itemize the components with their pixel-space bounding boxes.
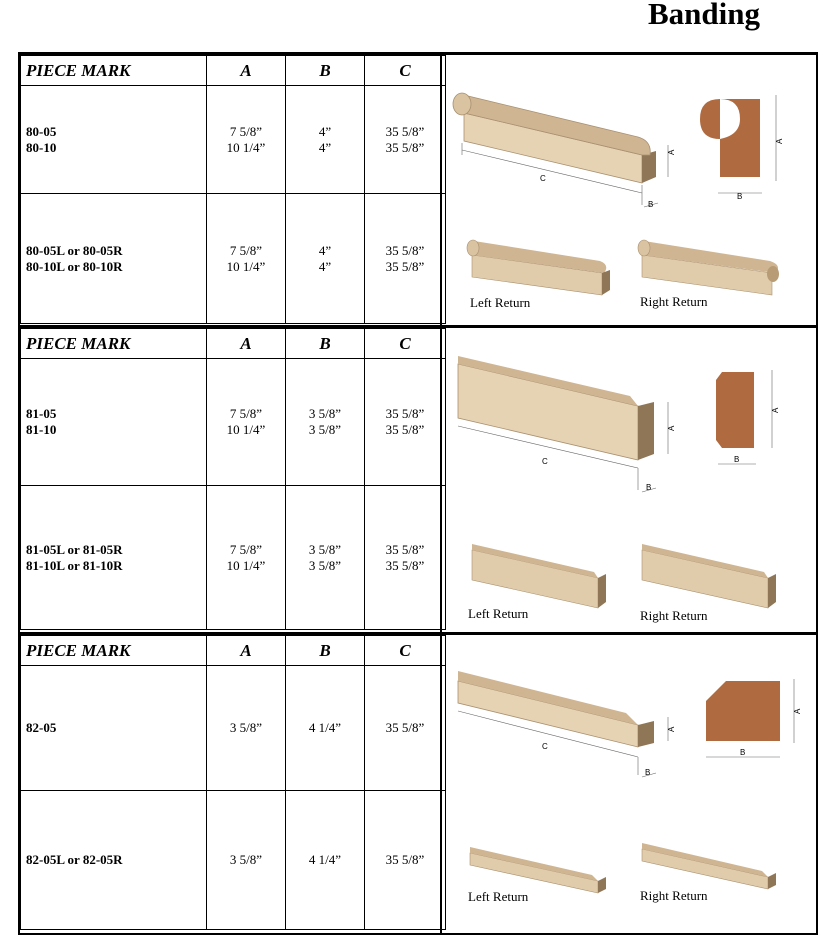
piece-mark-cell <box>21 194 207 324</box>
table-row <box>21 666 446 791</box>
header-b: B <box>286 636 365 666</box>
piece-mark: 81-05L or 81-05R <box>26 541 123 557</box>
right-return-render <box>642 544 776 608</box>
spec-table <box>20 55 446 324</box>
left-return-label: Left Return <box>470 295 531 310</box>
header-c: C <box>365 329 446 359</box>
dim-b-label: B <box>648 200 654 209</box>
dim-c-cell <box>365 86 446 194</box>
dim-b-value: 4” <box>318 139 332 155</box>
profile-section-render <box>716 370 772 464</box>
dim-a-cell <box>207 194 286 324</box>
main-piece-render <box>458 671 668 777</box>
dim-b-cell <box>286 666 365 791</box>
table-row <box>21 486 446 630</box>
dim-b-value: 4 1/4” <box>308 720 342 735</box>
profile-dim-b-label: B <box>740 748 746 757</box>
right-return-label: Right Return <box>640 294 708 309</box>
piece-mark-cell <box>21 791 207 930</box>
banding-section-81 <box>18 325 818 634</box>
dim-c-value: 35 5/8” <box>385 557 425 573</box>
dim-a-cell <box>207 359 286 486</box>
dim-c-value: 35 5/8” <box>385 852 425 867</box>
header-piece-mark: PIECE MARK <box>21 636 207 666</box>
piece-mark-cell <box>21 666 207 791</box>
dim-b-cell <box>286 486 365 630</box>
right-return-label: Right Return <box>640 608 708 623</box>
left-return-render <box>472 544 606 608</box>
dim-c-cell <box>365 486 446 630</box>
dim-a-cell <box>207 486 286 630</box>
spec-table <box>20 328 446 630</box>
profile-dim-a-label: A <box>793 708 802 714</box>
dim-a-value: 10 1/4” <box>226 557 266 573</box>
dim-a-value: 10 1/4” <box>226 422 266 437</box>
piece-mark: 81-10L or 81-10R <box>26 557 123 573</box>
right-return-render <box>642 843 776 889</box>
left-return-label: Left Return <box>468 606 529 621</box>
profile-dim-b-label: B <box>734 455 740 464</box>
dim-a-label: A <box>667 425 676 431</box>
piece-mark: 80-05L or 80-05R <box>26 242 123 258</box>
table-row <box>21 86 446 194</box>
left-return-label: Left Return <box>468 889 529 904</box>
dim-b-label: B <box>645 768 651 777</box>
dim-b-value: 3 5/8” <box>308 406 342 421</box>
right-return-label: Right Return <box>640 888 708 903</box>
dim-a-value: 7 5/8” <box>229 406 263 421</box>
header-c: C <box>365 636 446 666</box>
header-piece-mark: PIECE MARK <box>21 329 207 359</box>
header-b: B <box>286 56 365 86</box>
dim-c-value: 35 5/8” <box>385 242 425 258</box>
dim-c-value: 35 5/8” <box>385 139 425 155</box>
dim-a-value: 10 1/4” <box>226 139 266 155</box>
dim-a-value: 7 5/8” <box>229 242 263 258</box>
dim-c-value: 35 5/8” <box>385 541 425 557</box>
piece-mark: 80-10 <box>26 139 57 155</box>
piece-mark: 82-05 <box>26 720 57 735</box>
main-piece-render <box>453 93 668 207</box>
dim-b-value: 4” <box>318 258 332 274</box>
banding-section-80 <box>18 52 818 327</box>
dim-b-value: 3 5/8” <box>308 541 342 557</box>
dim-a-cell <box>207 86 286 194</box>
profile-dim-a-label: A <box>771 407 780 413</box>
table-header-row <box>21 636 446 666</box>
piece-mark: 81-10 <box>26 422 57 437</box>
banding-section-82 <box>18 632 818 935</box>
table-row <box>21 791 446 930</box>
main-piece-render <box>458 356 668 492</box>
dim-c-label: C <box>542 742 548 751</box>
dim-a-value: 3 5/8” <box>229 852 263 867</box>
profile-section-render <box>706 679 794 757</box>
dim-a-label: A <box>667 726 676 732</box>
profile-dim-b-label: B <box>737 192 743 201</box>
dim-b-value: 3 5/8” <box>308 557 342 573</box>
dim-c-value: 35 5/8” <box>385 123 425 139</box>
dim-a-cell <box>207 666 286 791</box>
dim-a-value: 7 5/8” <box>229 123 263 139</box>
left-return-render <box>467 240 610 295</box>
dim-c-value: 35 5/8” <box>385 720 425 735</box>
spec-table <box>20 635 446 930</box>
banding-80-illustration <box>442 55 818 325</box>
dim-b-value: 4 1/4” <box>308 852 342 867</box>
dim-b-label: B <box>646 483 652 492</box>
dim-c-label: C <box>542 457 548 466</box>
piece-mark-cell <box>21 486 207 630</box>
right-return-render <box>638 240 779 295</box>
piece-mark: 80-05 <box>26 123 57 139</box>
piece-mark: 81-05 <box>26 406 57 421</box>
dim-c-value: 35 5/8” <box>385 258 425 274</box>
dim-b-value: 4” <box>318 242 332 258</box>
figure-panel <box>440 328 818 632</box>
table-header-row <box>21 56 446 86</box>
dim-b-cell <box>286 86 365 194</box>
dim-a-value: 7 5/8” <box>229 541 263 557</box>
header-piece-mark: PIECE MARK <box>21 56 207 86</box>
dim-b-value: 4” <box>318 123 332 139</box>
piece-mark: 82-05L or 82-05R <box>26 852 123 867</box>
table-row <box>21 359 446 486</box>
dim-a-value: 10 1/4” <box>226 258 266 274</box>
dim-c-cell <box>365 194 446 324</box>
piece-mark-cell <box>21 86 207 194</box>
banding-81-illustration <box>442 328 818 632</box>
header-c: C <box>365 56 446 86</box>
dim-c-value: 35 5/8” <box>385 406 425 421</box>
dim-b-cell <box>286 791 365 930</box>
page-title: Banding <box>648 0 761 31</box>
header-b: B <box>286 329 365 359</box>
left-return-render <box>470 847 606 893</box>
table-header-row <box>21 329 446 359</box>
figure-panel <box>440 635 818 933</box>
dim-a-value: 3 5/8” <box>229 720 263 735</box>
profile-dim-a-label: A <box>775 138 784 144</box>
dim-b-cell <box>286 359 365 486</box>
header-a: A <box>207 329 286 359</box>
dim-b-cell <box>286 194 365 324</box>
dim-c-cell <box>365 791 446 930</box>
header-a: A <box>207 636 286 666</box>
dim-c-value: 35 5/8” <box>385 422 425 437</box>
dim-c-cell <box>365 359 446 486</box>
dim-a-label: A <box>667 149 676 155</box>
piece-mark-cell <box>21 359 207 486</box>
profile-section-render <box>700 95 776 193</box>
table-row <box>21 194 446 324</box>
header-a: A <box>207 56 286 86</box>
dim-c-cell <box>365 666 446 791</box>
dim-c-label: C <box>540 174 546 183</box>
figure-panel <box>440 55 818 325</box>
dim-b-value: 3 5/8” <box>308 422 342 437</box>
dim-a-cell <box>207 791 286 930</box>
piece-mark: 80-10L or 80-10R <box>26 258 123 274</box>
